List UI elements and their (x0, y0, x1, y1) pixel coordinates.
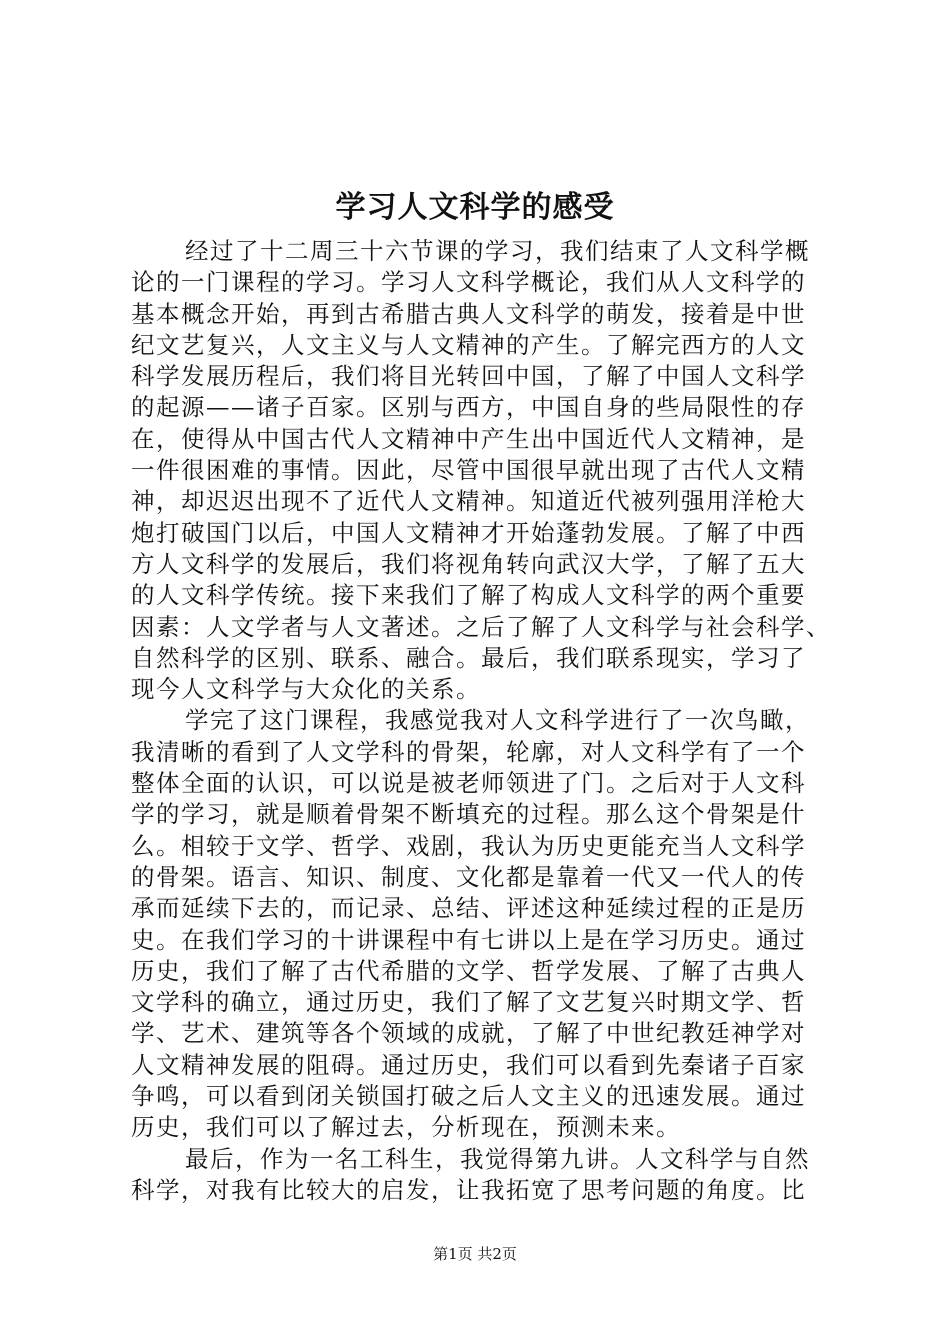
text-line: 整体全面的认识，可以说是被老师领进了门。之后对于人文科 (131, 769, 806, 798)
page-footer: 第1页 共2页 (433, 1245, 517, 1263)
text-line: 承而延续下去的，而记录、总结、评述这种延续过程的正是历 (131, 894, 806, 923)
document-body (131, 236, 831, 1206)
text-line: 基本概念开始，再到古希腊古典人文科学的萌发，接着是中世 (131, 299, 806, 328)
text-line: 在，使得从中国古代人文精神中产生出中国近代人文精神，是 (131, 424, 806, 453)
text-line: 一件很困难的事情。因此，尽管中国很早就出现了古代人文精 (131, 456, 806, 485)
document-title: 学习人文科学的感受 (335, 190, 615, 225)
text-line: 科学发展历程后，我们将目光转回中国，了解了中国人文科学 (131, 362, 806, 391)
text-line: 论的一门课程的学习。学习人文科学概论，我们从人文科学的 (131, 268, 806, 297)
text-line: 文学科的确立，通过历史，我们了解了文艺复兴时期文学、哲 (131, 988, 806, 1017)
text-line: 学的学习，就是顺着骨架不断填充的过程。那么这个骨架是什 (131, 800, 806, 829)
text-line: 历史，我们了解了古代希腊的文学、哲学发展、了解了古典人 (131, 956, 806, 985)
text-line: 科学，对我有比较大的启发，让我拓宽了思考问题的角度。比 (131, 1175, 806, 1204)
text-line: 纪文艺复兴，人文主义与人文精神的产生。了解完西方的人文 (131, 330, 806, 359)
text-line: 学完了这门课程，我感觉我对人文科学进行了一次鸟瞰， (185, 706, 810, 735)
text-line: 我清晰的看到了人文学科的骨架，轮廓，对人文科学有了一个 (131, 737, 806, 766)
text-line: 学、艺术、建筑等各个领域的成就，了解了中世纪教廷神学对 (131, 1019, 806, 1048)
text-line: 方人文科学的发展后，我们将视角转向武汉大学，了解了五大 (131, 549, 806, 578)
text-line: 炮打破国门以后，中国人文精神才开始蓬勃发展。了解了中西 (131, 518, 806, 547)
text-line: 的骨架。语言、知识、制度、文化都是靠着一代又一代人的传 (131, 862, 806, 891)
text-line: 现今人文科学与大众化的关系。 (131, 675, 481, 704)
text-line: 最后，作为一名工科生，我觉得第九讲。人文科学与自然 (185, 1144, 810, 1173)
text-line: 经过了十二周三十六节课的学习，我们结束了人文科学概 (185, 237, 810, 265)
text-line: 争鸣，可以看到闭关锁国打破之后人文主义的迅速发展。通过 (131, 1082, 806, 1111)
text-line: 的人文科学传统。接下来我们了解了构成人文科学的两个重要 (131, 581, 806, 610)
text-line: 人文精神发展的阻碍。通过历史，我们可以看到先秦诸子百家 (131, 1050, 806, 1079)
text-line: 么。相较于文学、哲学、戏剧，我认为历史更能充当人文科学 (131, 831, 806, 860)
text-line: 的起源——诸子百家。区别与西方，中国自身的些局限性的存 (131, 393, 806, 422)
text-line: 因素：人文学者与人文著述。之后了解了人文科学与社会科学、 (131, 612, 831, 641)
text-line: 神，却迟迟出现不了近代人文精神。知道近代被列强用洋枪大 (131, 487, 806, 516)
text-line: 历史，我们可以了解过去，分析现在，预测未来。 (131, 1113, 681, 1142)
text-line: 史。在我们学习的十讲课程中有七讲以上是在学习历史。通过 (131, 925, 806, 954)
text-line: 自然科学的区别、联系、融合。最后，我们联系现实，学习了 (131, 643, 806, 672)
